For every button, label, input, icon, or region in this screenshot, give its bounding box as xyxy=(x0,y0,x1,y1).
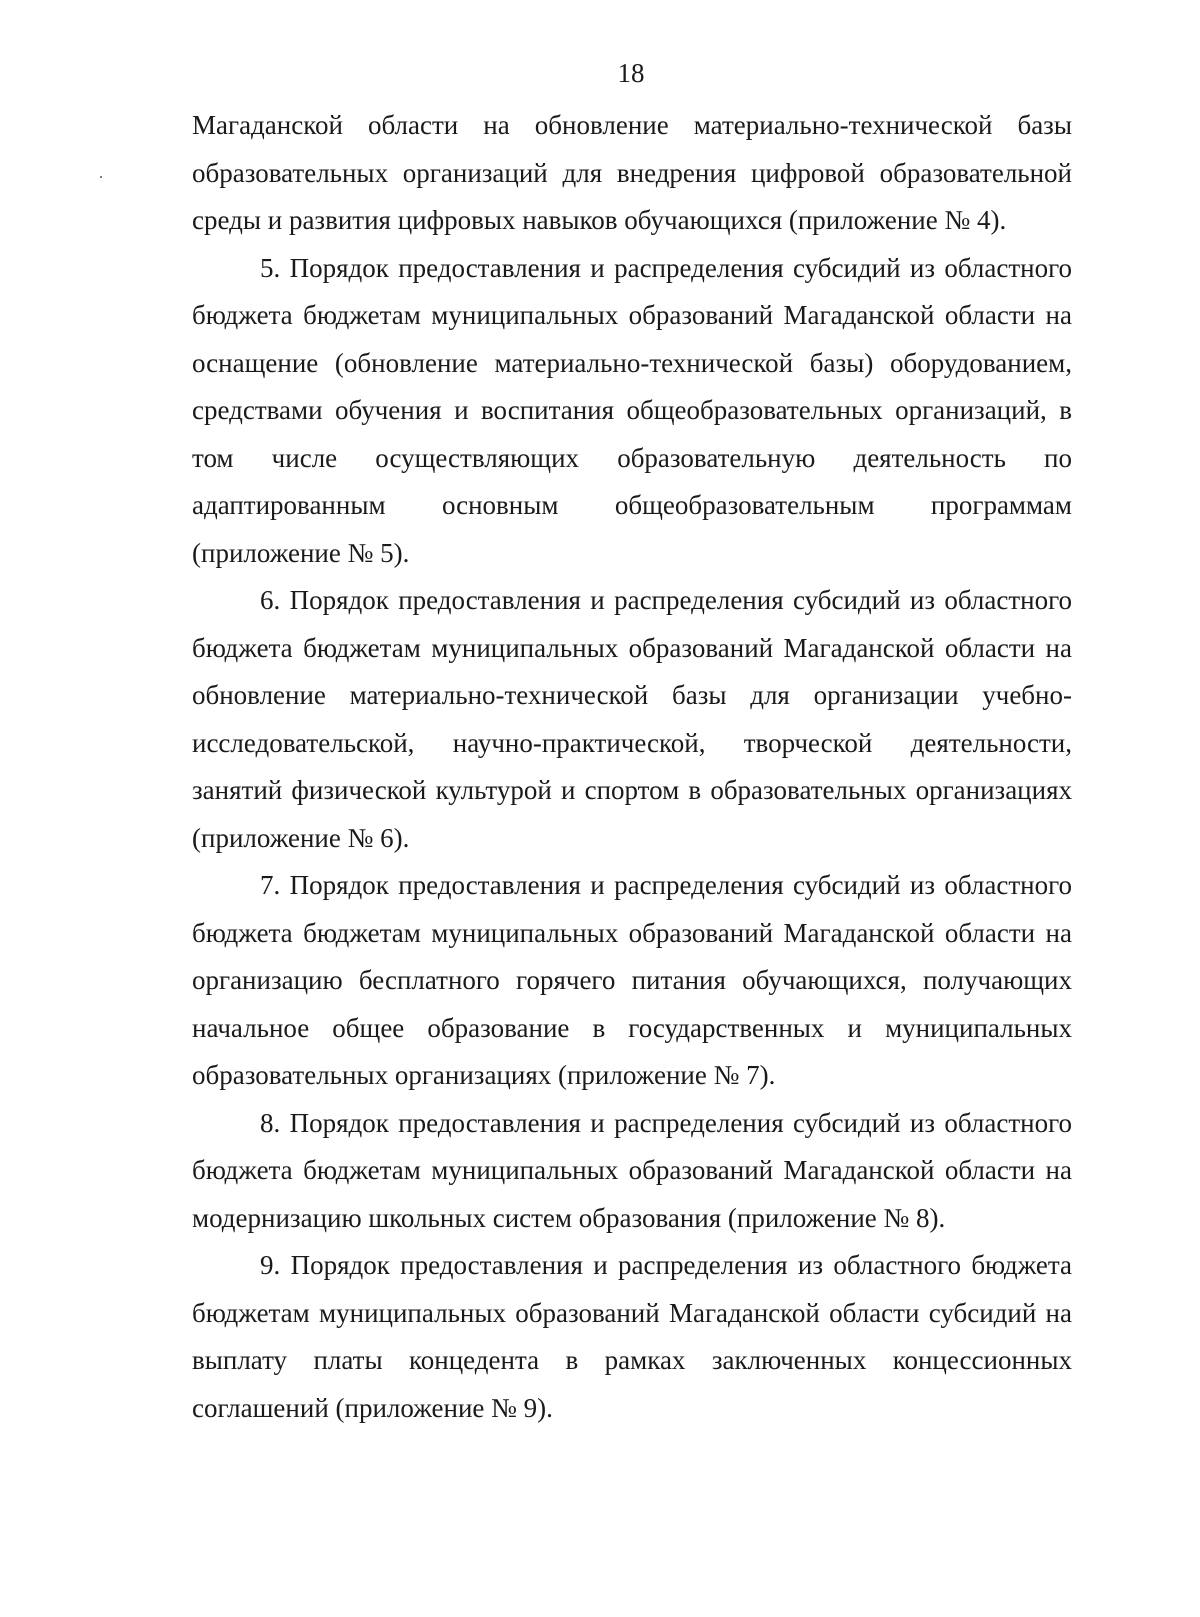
page-number: 18 xyxy=(617,58,645,88)
document-body xyxy=(192,102,1072,1432)
paragraph-item-8: 8. Порядок предоставления и распределения субсидий из областного бюджета бюджетам муниципальных образований Магаданской области на модернизацию школьных систем образования (приложение № 8). xyxy=(192,1107,1072,1233)
paragraph-continuation: Магаданской области на обновление материально-технической базы образовательных организаций для внедрения цифровой образовательной среды и развития цифровых навыков обучающихся (приложение № 4). xyxy=(192,110,1072,235)
paragraph-item-7: 7. Порядок предоставления и распределения субсидий из областного бюджета бюджетам муниципальных образований Магаданской области на организацию бесплатного горячего питания обучающихся, получающих начальное общее образование в государственных и муниципальных образовательных организациях (приложение № 7). xyxy=(192,870,1072,1090)
paragraph-item-5: 5. Порядок предоставления и распределения субсидий из областного бюджета бюджетам муниципальных образований Магаданской области на оснащение (обновление материально-технической базы) оборудованием, средствами обучения и воспитания общеобразовательных организаций, в том числе осуществляющих образовательную деятельность по адаптированным основным общеобразовательным программам (приложение № 5). xyxy=(192,252,1072,568)
paragraph-item-9: 9. Порядок предоставления и распределения из областного бюджета бюджетам муниципальных образований Магаданской области субсидий на выплату платы концедента в рамках заключенных концессионных соглашений (приложение № 9). xyxy=(192,1250,1072,1423)
scan-speck xyxy=(100,176,102,178)
paragraph-item-6: 6. Порядок предоставления и распределения субсидий из областного бюджета бюджетам муниципальных образований Магаданской области на обновление материально-технической базы для организации учебно-исследовательской, научно-практической, творческой деятельности, занятий физической культурой и спортом в образовательных организациях (приложение № 6). xyxy=(192,585,1072,853)
